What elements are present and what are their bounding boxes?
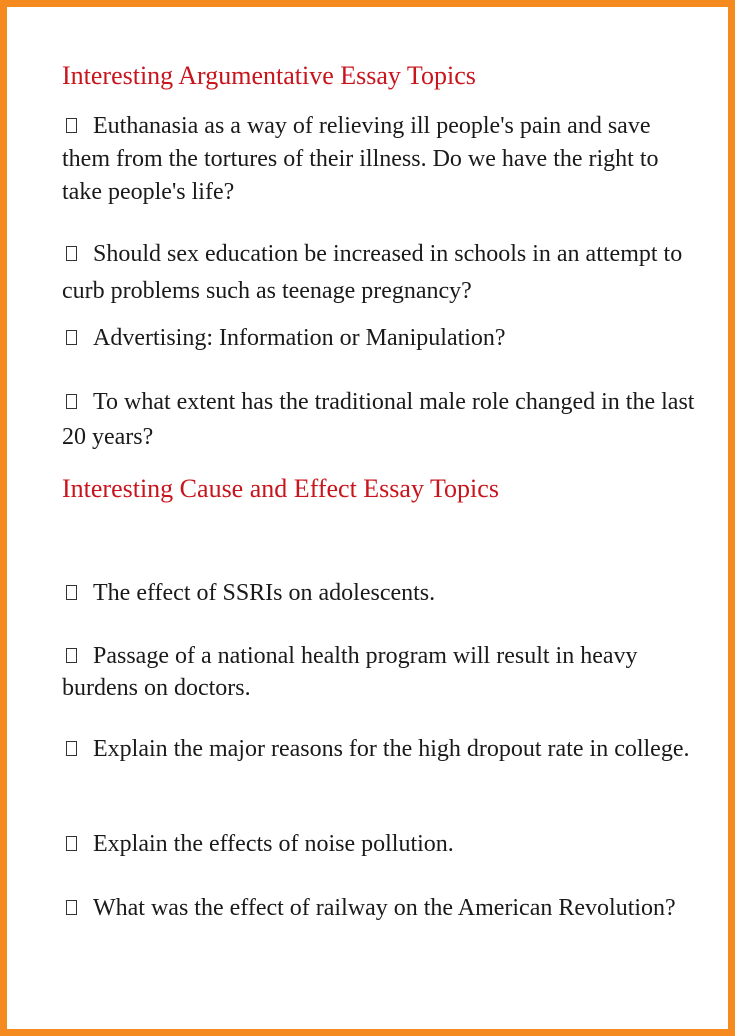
list-item-text: To what extent has the traditional male role changed in the last 20 years? xyxy=(62,389,695,450)
checkbox-bullet-icon xyxy=(66,394,77,409)
checkbox-bullet-icon xyxy=(66,585,77,600)
checkbox-bullet-icon xyxy=(66,118,77,133)
list-item xyxy=(62,640,702,704)
list-item-text: Should sex education be increased in schools in an attempt to curb problems such as teenage pregnancy? xyxy=(62,241,683,304)
checkbox-bullet-icon xyxy=(66,741,77,756)
list-item-text: What was the effect of railway on the American Revolution? xyxy=(93,895,676,921)
checkbox-bullet-icon xyxy=(66,330,77,345)
list-item-text: The effect of SSRIs on adolescents. xyxy=(93,580,436,606)
section-heading-cause-effect: Interesting Cause and Effect Essay Topics xyxy=(62,474,499,503)
list-item xyxy=(62,322,702,354)
section-heading-argumentative: Interesting Argumentative Essay Topics xyxy=(62,61,476,90)
list-item xyxy=(62,385,702,455)
list-item-text: Passage of a national health program will result in heavy burdens on doctors. xyxy=(62,643,638,701)
list-item xyxy=(62,828,702,860)
list-item-text: Explain the effects of noise pollution. xyxy=(93,831,454,857)
list-item-text: Advertising: Information or Manipulation? xyxy=(93,325,506,351)
list-item xyxy=(62,577,702,609)
checkbox-bullet-icon xyxy=(66,648,77,663)
list-item-text: Euthanasia as a way of relieving ill people's pain and save them from the tortures of their illness. Do we have the right to take people's life? xyxy=(62,113,659,205)
checkbox-bullet-icon xyxy=(66,900,77,915)
list-item-text: Explain the major reasons for the high dropout rate in college. xyxy=(93,736,690,762)
checkbox-bullet-icon xyxy=(66,836,77,851)
list-item xyxy=(62,236,702,310)
list-item xyxy=(62,110,702,209)
list-item xyxy=(62,733,702,765)
checkbox-bullet-icon xyxy=(66,246,77,261)
list-item xyxy=(62,891,702,926)
